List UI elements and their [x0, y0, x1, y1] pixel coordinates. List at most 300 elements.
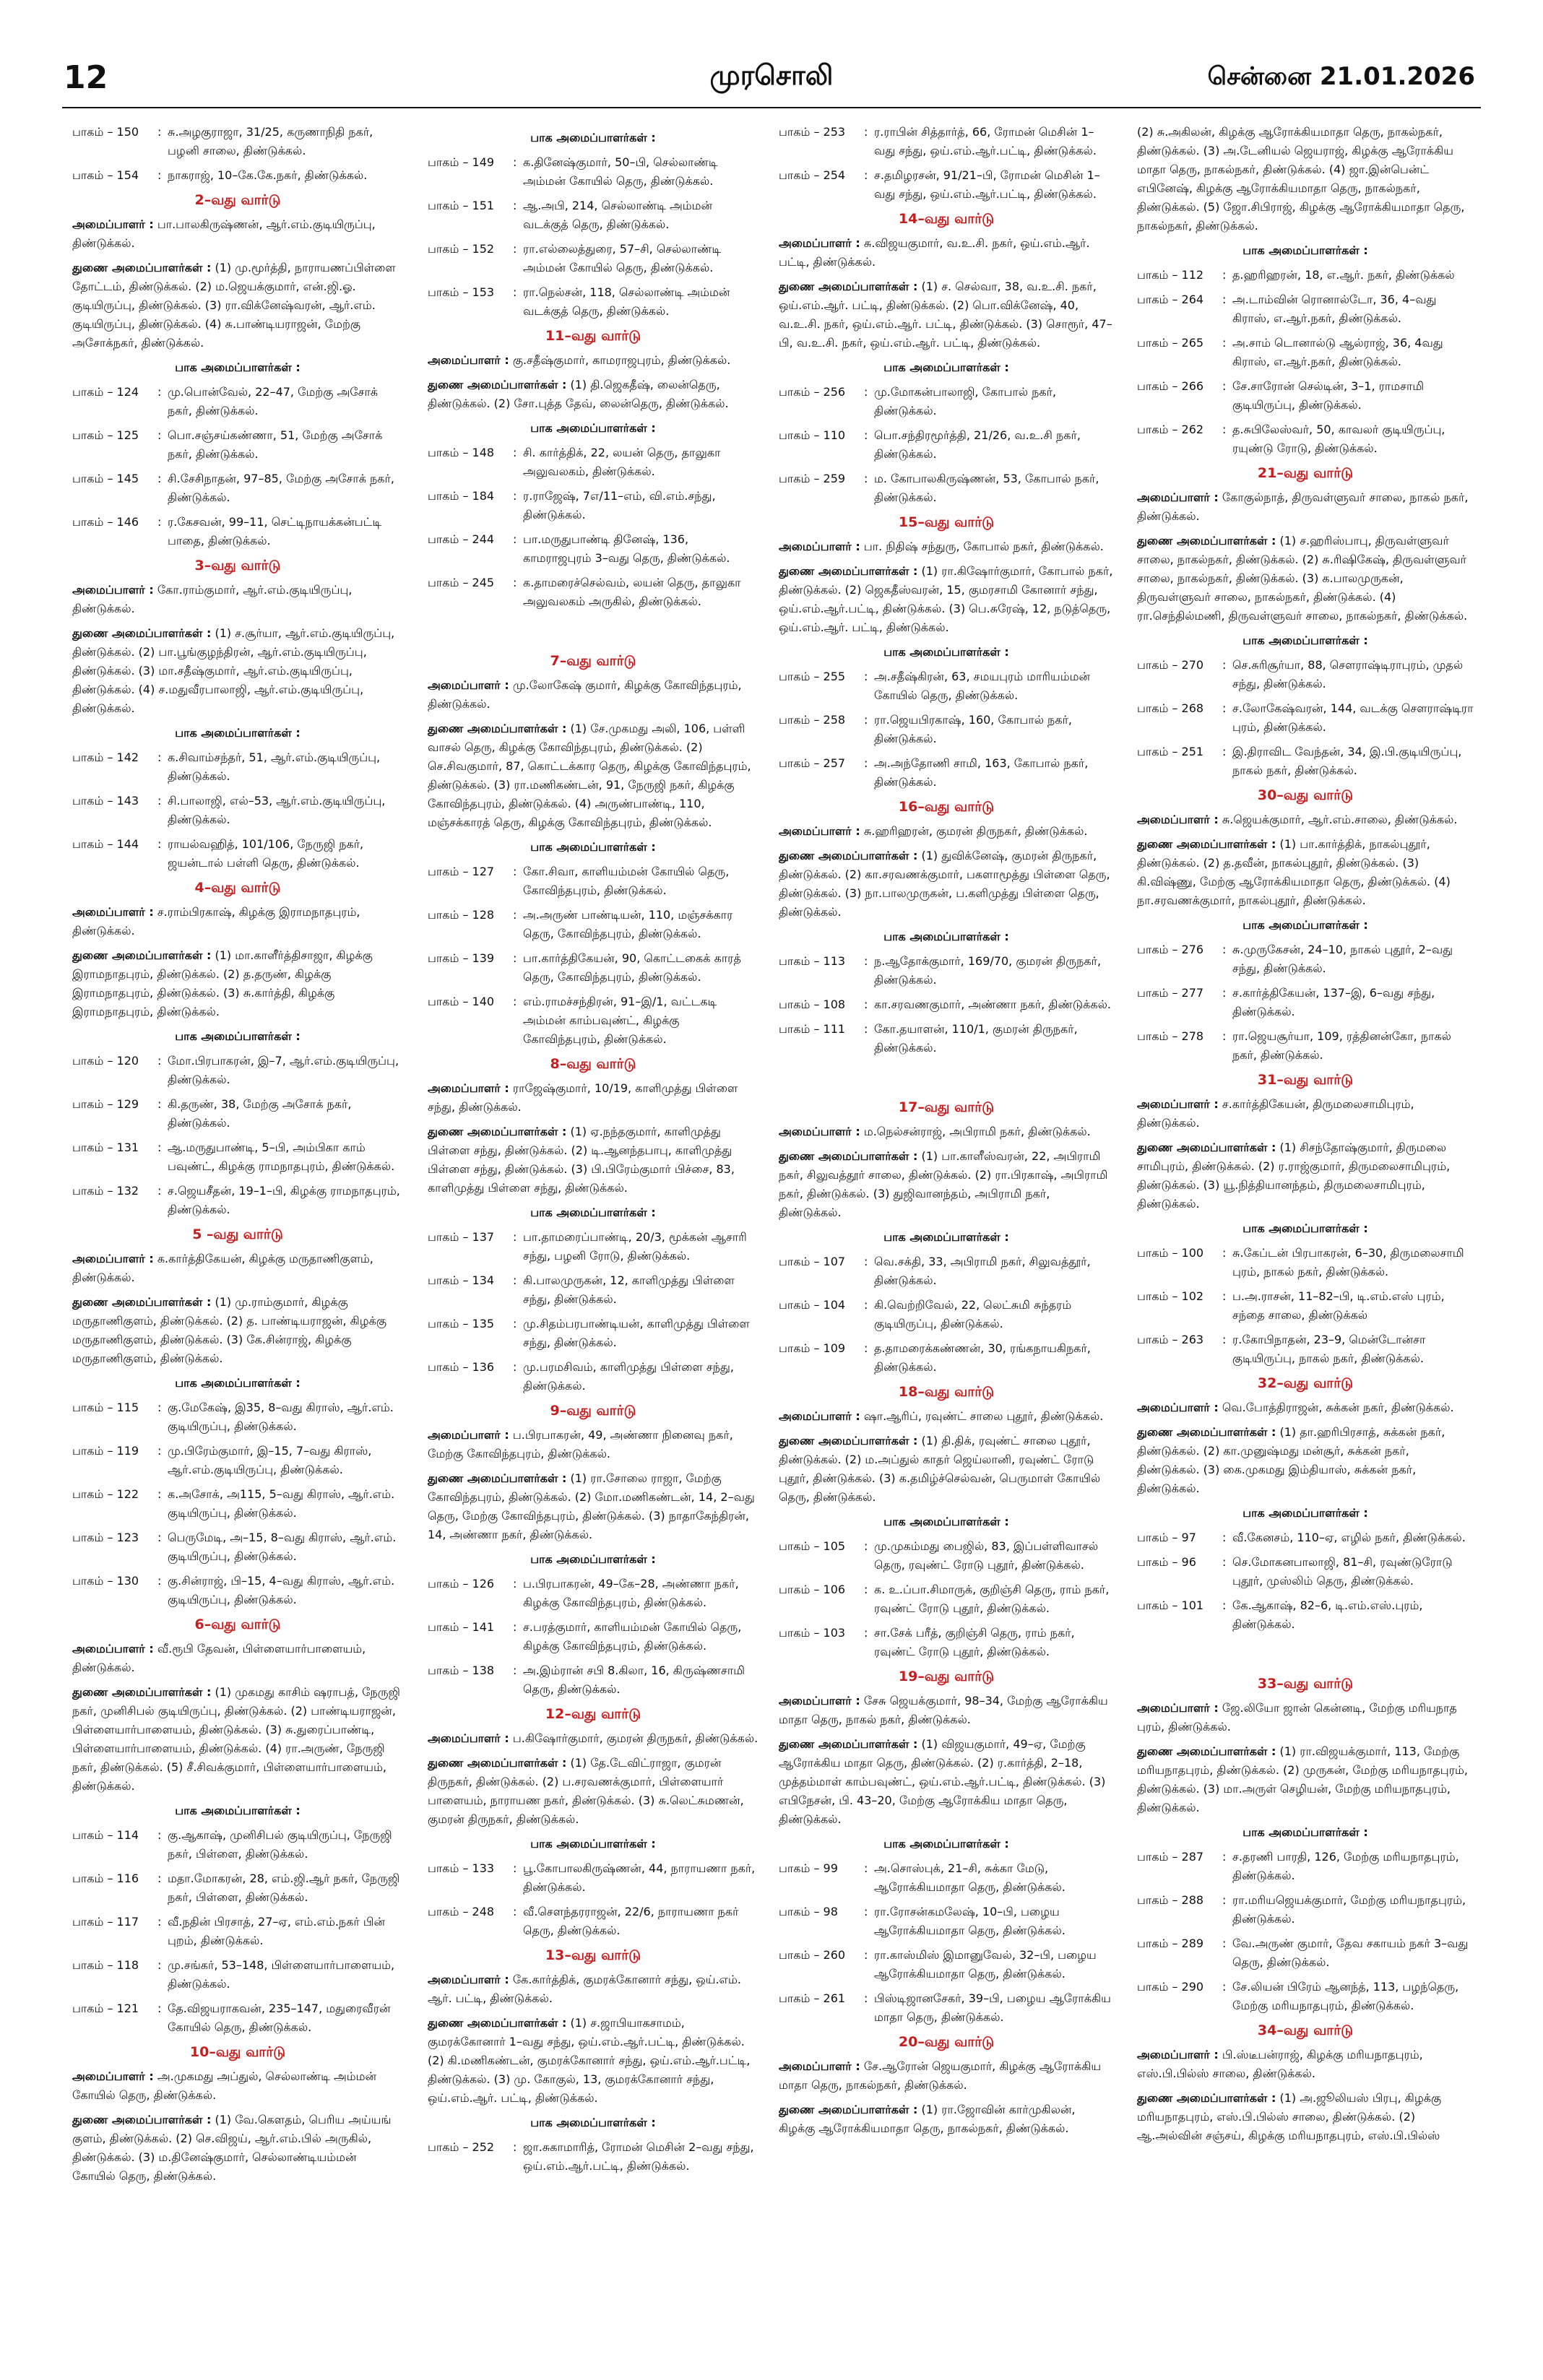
organiser-text: கே.கார்த்திக், குமரக்கோனார் சந்து, ஒய்.எம். ஆர். பட்டி, திண்டுக்கல். [428, 1973, 741, 2005]
booth-organiser: அ.சாம் டொனால்டு ஆல்ராஜ், 36, 4வது கிராஸ், எ.ஆர்.நகர், திண்டுக்கல். [1232, 336, 1443, 368]
booth-organiser: ச.பரத்குமார், காளியம்மன் கோயில் தெரு, கிழக்கு கோவிந்தபுரம், திண்டுக்கல். [523, 1620, 742, 1653]
booth-number: பாகம் – 153 [428, 285, 495, 299]
organiser-text: (1) ரா.விஜயக்குமார், 113, மேற்கு மரியநாதபுரம், திண்டுக்கல். (2) முருகன், மேற்கு மரியநாதபுரம், திண்டுக்கல். (3) மா.அருள் செழியன், மேற்கு மரியநாதபுரம், திண்டுக்கல். [1137, 1744, 1468, 1814]
column-3 [779, 123, 1114, 2144]
role-label: அமைப்பாளர் : [779, 2059, 860, 2073]
organiser-paragraph [428, 719, 758, 832]
booth-organiser: க.தினேஷ்குமார், 50–பி, செல்லாண்டி அம்மன் கோயில் தெரு, திண்டுக்கல். [523, 155, 718, 188]
separator: : [1222, 268, 1227, 282]
separator: : [864, 1255, 868, 1268]
separator: : [864, 1991, 868, 2005]
organiser-text: சே.ஆரோன் ஜெயகுமார், கிழக்கு ஆரோக்கிய மாதா தெரு, நாகல்நகர், திண்டுக்கல். [779, 2059, 1102, 2092]
role-label: அமைப்பாளர் : [428, 1731, 509, 1745]
separator: : [864, 1861, 868, 1875]
organiser-paragraph [1137, 1398, 1474, 1417]
booth-entry [779, 1537, 1114, 1575]
role-label: அமைப்பாளர் : [72, 2069, 154, 2083]
booth-organisers-heading: பாக அமைப்பாளர்கள் : [883, 1515, 1009, 1528]
organiser-paragraph [72, 1683, 403, 1796]
organiser-text: வெ.போத்திராஜன், சுக்கன் நகர், திண்டுக்கல். [1218, 1401, 1454, 1414]
organiser-paragraph [1137, 1138, 1474, 1213]
booth-number: பாகம் – 144 [72, 837, 139, 851]
booth-entry [779, 995, 1114, 1014]
booth-organiser: கி.பாலமுருகன், 12, காளிமுத்து பிள்ளை சந்து, திண்டுக்கல். [523, 1273, 735, 1306]
booth-organiser: பா.கார்த்திகேயன், 90, கொட்டகைக் காரத் தெரு, கோவிந்தபுரம், திண்டுக்கல். [523, 951, 741, 984]
booth-entry [428, 153, 758, 191]
ward-heading: 20–வது வார்டு [898, 2034, 995, 2050]
booth-organiser: ர.ராஜேஷ், 7எ/11–எம், வி.எம்.சந்து, திண்டுக்கல். [523, 489, 716, 522]
organiser-paragraph [1137, 1095, 1474, 1133]
booth-number: பாகம் – 150 [72, 125, 139, 139]
role-label: துணை அமைப்பாளர்கள் : [428, 2016, 567, 2030]
booth-number: பாகம் – 136 [428, 1360, 495, 1374]
separator: : [864, 1583, 868, 1596]
ward-heading: 34–வது வார்டு [1257, 2022, 1354, 2038]
separator: : [157, 125, 162, 139]
organiser-text: (1) மு.ராம்குமார், கிழக்கு மருதாணிகுளம், திண்டுக்கல். (2) த. பாண்டியராஜன், கிழக்கு மருதாணிகுளம், திண்டுக்கல். (3) கே.சின்ராஜ், கிழக்கு மருதாணிகுளம், திண்டுக்கல். [72, 1295, 386, 1365]
role-label: துணை அமைப்பாளர்கள் : [779, 1737, 918, 1751]
booth-number: பாகம் – 287 [1137, 1850, 1204, 1864]
booth-number: பாகம் – 106 [779, 1583, 846, 1596]
booth-number: பாகம் – 126 [428, 1577, 495, 1591]
booth-organisers-heading: பாக அமைப்பாளர்கள் : [530, 131, 656, 144]
booth-entry [428, 1315, 758, 1352]
separator: : [864, 168, 868, 182]
booth-entry [1137, 334, 1474, 371]
booth-entry [779, 711, 1114, 748]
ward-heading: 6–வது வார்டு [194, 1617, 281, 1632]
role-label: துணை அமைப்பாளர்கள் : [428, 1471, 567, 1485]
organiser-paragraph [428, 1079, 758, 1117]
booth-number: பாகம் – 122 [72, 1487, 139, 1501]
booth-number: பாகம் – 124 [72, 385, 139, 399]
booth-number: பாகம் – 107 [779, 1255, 846, 1268]
separator: : [513, 865, 517, 878]
organiser-paragraph [1137, 2089, 1474, 2145]
booth-number: பாகம் – 108 [779, 998, 846, 1011]
organiser-paragraph [428, 1729, 758, 1748]
booth-number: பாகம் – 290 [1137, 1980, 1204, 1994]
role-label: துணை அமைப்பாளர்கள் : [1137, 1425, 1276, 1439]
booth-organiser: ஜா.சுகாமாரித், ரோமன் மெசின் 2–வது சந்து, ஒய்.எம்.ஆர்.பட்டி, திண்டுக்கல். [523, 2140, 754, 2173]
booth-entry [1137, 266, 1474, 285]
role-label: துணை அமைப்பாளர்கள் : [779, 280, 918, 293]
column-4 [1137, 123, 1474, 2151]
ward-heading: 5 –வது வார்டு [192, 1226, 283, 1242]
booth-organiser: சே.சாரோன் செல்டின், 3–1, ராமசாமி குடியிருப்பு, திண்டுக்கல். [1232, 379, 1425, 412]
organiser-paragraph [428, 1970, 758, 2008]
organiser-paragraph [72, 259, 403, 352]
organiser-text: (1) மு.மூர்த்தி, நாராயணப்பிள்ளை தோட்டம், திண்டுக்கல். (2) ம.ஜெயக்குமார், என்.ஜி.ஓ. குடியிருப்பு, திண்டுக்கல். (3) ரா.விக்னேஷ்வரன், ஆர்.எம். குடியிருப்பு, திண்டுக்கல். (4) சு.பாண்டியராஜன், மேற்கு அசோக்நகர், திண்டுக்கல். [72, 261, 396, 350]
booth-number: பாகம் – 114 [72, 1828, 139, 1842]
booth-number: பாகம் – 278 [1137, 1029, 1204, 1043]
booth-organiser: ரா.காஸ்மிஸ் இமானுவேல், 32–பி, பழைய ஆரோக்கியமாதா தெரு, திண்டுக்கல். [874, 1948, 1097, 1981]
booth-number: பாகம் – 140 [428, 995, 495, 1008]
masthead: முரசொலி [709, 59, 834, 91]
booth-organiser: மு.முகம்மது பைஜில், 83, இப்பள்ளிவாசல் தெரு, ரவுண்ட் ரோடு புதூர், திண்டுக்கல். [874, 1539, 1099, 1572]
booth-organiser: எம்.ராமச்சந்திரன், 91–இ/1, வட்டகடி அம்மன் காம்பவுண்ட், கிழக்கு கோவிந்தபுரம், திண்டுக்கல். [523, 995, 717, 1046]
booth-organiser: ராயல்வஹித், 101/106, நேருஜி நகர், ஜயன்டால் பள்ளி தெரு, திண்டுக்கல். [168, 837, 364, 870]
separator: : [864, 1539, 868, 1553]
booth-number: பாகம் – 255 [779, 670, 846, 683]
booth-entry [428, 992, 758, 1049]
booth-number: பாகம் – 123 [72, 1531, 139, 1544]
booth-organiser: த.தாமரைக்கண்ணன், 30, ரங்கநாயகிநகர், திண்டுக்கல். [874, 1341, 1091, 1374]
organiser-paragraph [428, 376, 758, 413]
ward-heading: 21–வது வார்டு [1257, 465, 1354, 481]
booth-entry [428, 487, 758, 524]
booth-number: பாகம் – 277 [1137, 986, 1204, 1000]
booth-organisers-heading: பாக அமைப்பாளர்கள் : [1242, 633, 1368, 647]
booth-number: பாகம் – 244 [428, 532, 495, 546]
booth-organiser: ர.ராபின் சித்தார்த், 66, ரோமன் மெசின் 1–வது சந்து, ஒய்.எம்.ஆர்.பட்டி, திண்டுக்கல். [874, 125, 1097, 157]
booth-number: பாகம் – 132 [72, 1184, 139, 1198]
booth-organiser: மு.பிரேம்குமார், இ–15, 7–வது கிராஸ், ஆர்.எம்.குடியிருப்பு, திண்டுக்கல். [168, 1444, 372, 1476]
separator: : [1222, 1937, 1227, 1950]
booth-number: பாகம் – 245 [428, 576, 495, 589]
organiser-text: (1) வே.கௌதம், பெரிய அய்யங் குளம், திண்டுக்கல். (2) செ.விஜய், ஆர்.எம்.பில் அருகில், திண்டுக்கல். (3) ம.தினேஷ்குமார், செல்லாண்டியம்மன் கோயில் தெரு, திண்டுக்கல். [72, 2113, 392, 2183]
ward-heading: 32–வது வார்டு [1257, 1375, 1354, 1391]
role-label: துணை அமைப்பாளர்கள் : [1137, 1141, 1276, 1154]
booth-entry [72, 166, 403, 185]
role-label: துணை அமைப்பாளர்கள் : [72, 2113, 212, 2126]
organiser-paragraph [428, 1122, 758, 1198]
separator: : [1222, 336, 1227, 350]
booth-organiser: அ.இம்ரான் சபி 8.கிலா, 16, கிருஷ்ணசாமி தெரு, திண்டுக்கல். [523, 1663, 745, 1696]
organiser-paragraph [1137, 835, 1474, 910]
role-label: அமைப்பாளர் : [72, 1252, 154, 1265]
dateline: சென்னை 21.01.2026 [1207, 62, 1475, 91]
booth-organiser: கி.தருண், 38, மேற்கு அசோக் நகர், திண்டுக்கல். [168, 1097, 352, 1130]
booth-entry [779, 667, 1114, 705]
booth-organisers-heading: பாக அமைப்பாளர்கள் : [175, 1029, 301, 1043]
organiser-text: பா.பாலகிருஷ்ணன், ஆர்.எம்.குடியிருப்பு, திண்டுக்கல். [72, 217, 376, 250]
booth-number: பாகம் – 131 [72, 1141, 139, 1154]
organiser-paragraph [779, 537, 1114, 556]
booth-organiser: கு.ஆகாஷ், முனிசிபல் குடியிருப்பு, நேருஜி நகர், பிள்ளை, திண்டுக்கல். [168, 1828, 392, 1861]
organiser-text: (1) ரா.ஜோவின் கார்முகிலன், கிழக்கு ஆரோக்கியமாதா தெரு, நாகல்நகர், திண்டுக்கல். [779, 2103, 1076, 2135]
booth-number: பாகம் – 101 [1137, 1598, 1204, 1612]
role-label: துணை அமைப்பாளர்கள் : [779, 849, 918, 862]
organiser-text: பா. நிதிஷ் சந்துரு, கோபால் நகர், திண்டுக்கல். [860, 540, 1104, 553]
separator: : [513, 1905, 517, 1918]
booth-number: பாகம் – 270 [1137, 658, 1204, 672]
organiser-paragraph [1137, 123, 1474, 235]
role-label: துணை அமைப்பாளர்கள் : [1137, 2091, 1276, 2105]
booth-organiser: சி. கார்த்திக், 22, லயன் தெரு, தாலுகா அலுவலகம், திண்டுக்கல். [523, 446, 721, 478]
separator: : [1222, 1029, 1227, 1043]
organiser-text: (1) பா.கார்த்திக், நாகல்புதூர், திண்டுக்கல். (2) த.தவீன், நாகல்புதூர், திண்டுக்கல். (3) கி.விஷ்ணு, மேற்கு ஆரோக்கியமாதா தெரு, திண்டுக்கல். (4) நா.சரவணக்குமார், நாகல்புதூர், திண்டுக்கல். [1137, 837, 1451, 907]
booth-number: பாகம் – 110 [779, 428, 846, 442]
separator: : [513, 1317, 517, 1330]
ward-heading: 17–வது வார்டு [898, 1099, 995, 1115]
booth-entry [428, 862, 758, 900]
organiser-text: அ.முகமது அப்துல், செல்லாண்டி அம்மன் கோயில் தெரு, திண்டுக்கல். [72, 2069, 376, 2102]
booth-number: பாகம் – 288 [1137, 1893, 1204, 1907]
organiser-text: சு.விஜயகுமார், வ.உ.சி. நகர், ஒய்.எம்.ஆர். பட்டி, திண்டுக்கல். [779, 236, 1090, 269]
booth-organiser: ம. கோபாலகிருஷ்ணன், 53, கோபால் நகர், திண்டுக்கல். [874, 472, 1099, 504]
organiser-text: (1) ச.ஹரிஸ்பாபு, திருவள்ளுவர் சாலை, நாகல்நகர், திண்டுக்கல். (2) சு.ரிஷிகேஷ், திருவள்ளுவர் சாலை, நாகல்நகர், திண்டுக்கல். (3) க.பாலமுருகன், திருவள்ளுவர் சாலை, நாகல்நகர், திண்டுக்கல். (4) ரா.செந்தில்மணி, திருவள்ளுவர் சாலை, நாகல்நகர், திண்டுக்கல். [1137, 534, 1468, 623]
booth-number: பாகம் – 262 [1137, 423, 1204, 436]
booth-organisers-heading: பாக அமைப்பாளர்கள் : [883, 645, 1009, 659]
role-label: துணை அமைப்பாளர்கள் : [779, 2103, 918, 2116]
organiser-paragraph [72, 215, 403, 253]
booth-entry [1137, 743, 1474, 780]
booth-number: பாகம் – 149 [428, 155, 495, 169]
booth-entry [428, 1903, 758, 1940]
role-label: அமைப்பாளர் : [1137, 1097, 1219, 1111]
separator: : [1222, 1850, 1227, 1864]
booth-entry [72, 1398, 403, 1436]
organiser-text: (1) ச. செல்வா, 38, வ.உ.சி. நகர், ஒய்.எம்.ஆர். பட்டி, திண்டுக்கல். (2) பொ.விக்னேஷ், 40, வ.உ.சி. நகர், ஒய்.எம்.ஆர். பட்டி, திண்டுக்கல். (3) சொரூர், 47–பி, வ.உ.சி. நகர், ஒய்.எம்.ஆர். பட்டி, திண்டுக்கல். [779, 280, 1112, 350]
separator: : [864, 472, 868, 485]
booth-entry [779, 1989, 1114, 2027]
booth-number: பாகம் – 125 [72, 428, 139, 442]
booth-organiser: பொ.சஞ்சய்கண்ணா, 51, மேற்கு அசோக் நகர், திண்டுக்கல். [168, 428, 383, 461]
booth-organiser: பிஸ்டிஜானசேகர், 39–பி, பழைய ஆரோக்கிய மாதா தெரு, திண்டுக்கல். [874, 1991, 1111, 2024]
organiser-paragraph [1137, 810, 1474, 829]
booth-entry [428, 1358, 758, 1395]
separator: : [157, 794, 162, 808]
organiser-paragraph [779, 1692, 1114, 1729]
organiser-text: (1) ரா.கிஷோர்குமார், கோபால் நகர், திண்டுக்கல். (2) ஜெகதீஸ்வரன், 15, குமரசாமி கோனார் சந்து, ஒய்.எம்.ஆர்.பட்டி, திண்டுக்கல். (3) பெ.சுரேஷ், 12, நடுத்தெரு, ஒய்.எம்.ஆர். பட்டி, திண்டுக்கல். [779, 564, 1113, 634]
booth-organiser: ரா.ஜெயபிரகாஷ், 160, கோபால் நகர், திண்டுக்கல். [874, 713, 1072, 745]
booth-number: பாகம் – 257 [779, 756, 846, 770]
booth-number: பாகம் – 154 [72, 168, 139, 182]
booth-number: பாகம் – 259 [779, 472, 846, 485]
ward-heading: 3–வது வார்டு [194, 558, 281, 574]
separator: : [157, 837, 162, 851]
booth-entry [428, 906, 758, 943]
role-label: அமைப்பாளர் : [428, 1081, 509, 1095]
booth-organiser: அ.டாம்வின் ரொனால்டோ, 36, 4–வது கிராஸ், எ.ஆர்.நகர், திண்டுக்கல். [1232, 293, 1437, 325]
organiser-paragraph [779, 277, 1114, 352]
booth-number: பாகம் – 252 [428, 2140, 495, 2154]
role-label: அமைப்பாளர் : [428, 1973, 509, 1986]
booth-organiser: மதா.மோகரன், 28, எம்.ஜி.ஆர் நகர், நேருஜி நகர், பிள்ளை, திண்டுக்கல். [168, 1871, 400, 1904]
booth-number: பாகம் – 105 [779, 1539, 846, 1553]
separator: : [864, 1626, 868, 1640]
separator: : [157, 1184, 162, 1198]
ward-heading: 18–வது வார்டு [898, 1384, 995, 1400]
booth-number: பாகம் – 97 [1137, 1531, 1196, 1544]
booth-number: பாகம் – 276 [1137, 943, 1204, 956]
separator: : [157, 472, 162, 485]
ward-heading: 13–வது வார்டு [545, 1947, 641, 1963]
role-label: துணை அமைப்பாளர்கள் : [779, 1434, 918, 1448]
organiser-paragraph [779, 2100, 1114, 2138]
separator: : [1222, 1555, 1227, 1569]
booth-organiser: பா.மருதுபாண்டி தினேஷ், 136, காமராஜபுரம் 3–வது தெரு, திண்டுக்கல். [523, 532, 730, 565]
organiser-text: ஜே.லியோ ஜான் கென்னடி, மேற்கு மரியநாத புரம், திண்டுக்கல். [1137, 1701, 1457, 1734]
booth-organiser: ச.தரணி பாரதி, 126, மேற்கு மரியநாதபுரம், திண்டுக்கல். [1232, 1850, 1459, 1882]
separator: : [513, 951, 517, 965]
booth-number: பாகம் – 253 [779, 125, 846, 139]
booth-number: பாகம் – 139 [428, 951, 495, 965]
booth-organiser: ரா.நெல்சன், 118, செல்லாண்டி அம்மன் வடக்குத் தெரு, திண்டுக்கல். [523, 285, 730, 318]
booth-entry [1137, 1553, 1474, 1591]
role-label: துணை அமைப்பாளர்கள் : [779, 1149, 918, 1163]
booth-number: பாகம் – 119 [72, 1444, 139, 1458]
booth-entry [1137, 1848, 1474, 1885]
booth-number: பாகம் – 111 [779, 1022, 846, 1036]
organiser-text: (1) ச.ஜாபியாகசாமம், குமரக்கோனார் 1–வது சந்து, ஒய்.எம்.ஆர்.பட்டி, திண்டுக்கல். (2) கி.மணிகண்டன், குமரக்கோனார் சந்து, ஒய்.எம்.ஆர்.பட்டி, திண்டுக்கல். (3) மு. கோகுல், 13, குமரக்கோனார் சந்து, ஒய்.எம்.ஆர். பட்டி, திண்டுக்கல். [428, 2016, 751, 2105]
booth-entry [72, 748, 403, 786]
organiser-text: கு.சதீஷ்குமார், காமராஜபுரம், திண்டுக்கல். [509, 353, 731, 367]
role-label: துணை அமைப்பாளர்கள் : [779, 564, 918, 578]
separator: : [157, 515, 162, 529]
organiser-text: ச.ராம்பிரகாஷ், கிழக்கு இராமநாதபுரம், திண்டுக்கல். [72, 905, 360, 938]
booth-entry [779, 1903, 1114, 1940]
booth-organiser: ச.கார்த்திகேயன், 137–இ, 6–வது சந்து, திண்டுக்கல். [1232, 986, 1435, 1018]
separator: : [1222, 943, 1227, 956]
separator: : [157, 385, 162, 399]
booth-entry [428, 1661, 758, 1699]
role-label: துணை அமைப்பாளர்கள் : [72, 626, 212, 640]
separator: : [864, 998, 868, 1011]
booth-organiser: பொ.சந்திரமூர்த்தி, 21/26, வ.உ.சி நகர், திண்டுக்கல். [874, 428, 1081, 461]
booth-entry [72, 1528, 403, 1566]
booth-entry [428, 949, 758, 987]
booth-organisers-heading: பாக அமைப்பாளர்கள் : [175, 360, 301, 374]
booth-organisers-heading: பாக அமைப்பாளர்கள் : [883, 360, 1009, 374]
booth-organiser: சு.அழகுராஜா, 31/25, கருணாநிதி நகர், பழனி சாலை, திண்டுக்கல். [168, 125, 373, 157]
booth-organiser: ஆ.அபி, 214, செல்லாண்டி அம்மன் வடக்குத் தெரு, திண்டுக்கல். [523, 199, 713, 231]
booth-organiser: இ.திராவிட வேந்தன், 34, இ.பி.குடியிருப்பு, நாகல் நகர், திண்டுக்கல். [1232, 745, 1462, 777]
separator: : [864, 756, 868, 770]
booth-number: பாகம் – 134 [428, 1273, 495, 1287]
separator: : [513, 1577, 517, 1591]
separator: : [864, 428, 868, 442]
booth-number: பாகம் – 141 [428, 1620, 495, 1634]
booth-organiser: கோ.தயாளன், 110/1, குமரன் திருநகர், திண்டுக்கல். [874, 1022, 1078, 1055]
organiser-text: (1) விஜயகுமார், 49–ஏ, மேற்கு ஆரோக்கிய மாதா தெரு, திண்டுக்கல். (2) ர.கார்த்தி, 2–18, முத்தம்மாள் காம்பவுண்ட், ஒய்.எம்.ஆர்.பட்டி, திண்டுக்கல். (3) எபிநேசன், பி. 43–20, மேற்கு ஆரோக்கிய மாதா தெரு, திண்டுக்கல். [779, 1737, 1106, 1826]
booth-organiser: ச.தமிழரசன், 91/21–பி, ரோமன் மெசின் 1–வது சந்து, ஒய்.எம்.ஆர்.பட்டி, திண்டுக்கல். [874, 168, 1100, 201]
separator: : [864, 125, 868, 139]
role-label: அமைப்பாளர் : [779, 824, 860, 838]
organiser-text: (1) அ.ஜூலியஸ் பிரபு, கிழக்கு மரியநாதபுரம், எஸ்.பி.பில்ஸ் சாலை, திண்டுக்கல். (2) ஆ.அல்வின் சஞ்சய், கிழக்கு மரியநாதபுரம், எஸ்.பி.பில்ஸ் [1137, 2091, 1442, 2142]
booth-number: பாகம் – 248 [428, 1905, 495, 1918]
booth-entry [1137, 1978, 1474, 2015]
booth-organiser: ரா.ரோசன்கமலேஷ், 10–பி, பழைய ஆரோக்கியமாதா தெரு, திண்டுக்கல். [874, 1905, 1066, 1937]
separator: : [513, 1273, 517, 1287]
booth-entry [779, 754, 1114, 792]
booth-number: பாகம் – 112 [1137, 268, 1204, 282]
booth-entry [72, 1095, 403, 1133]
booth-entry [779, 123, 1114, 160]
separator: : [1222, 1531, 1227, 1544]
booth-entry [428, 1271, 758, 1309]
organiser-paragraph [779, 2057, 1114, 2095]
separator: : [864, 1948, 868, 1962]
booth-organiser: கு.மேகேஷ், இ35, 8–வது கிராஸ், ஆர்.எம். குடியிருப்பு, திண்டுக்கல். [168, 1401, 394, 1433]
column-gap [779, 1063, 1114, 1092]
role-label: அமைப்பாளர் : [428, 353, 509, 367]
separator: : [864, 670, 868, 683]
booth-organiser: சி.பாலாஜி, எல்–53, ஆர்.எம்.குடியிருப்பு, திண்டுக்கல். [168, 794, 386, 826]
booth-organiser: ரா.எல்லைத்துரை, 57–சி, செல்லாண்டி அம்மன் கோயில் தெரு, திண்டுக்கல். [523, 242, 722, 274]
separator: : [513, 1620, 517, 1634]
booth-organisers-heading: பாக அமைப்பாளர்கள் : [175, 1804, 301, 1817]
organiser-text: (1) சிசந்தோஷ்குமார், திருமலை சாமிபுரம், திண்டுக்கல். (2) ர.ராஜ்குமார், திருமலைசாமிபுரம், திண்டுக்கல். (3) யூ.நித்தியானந்தம், திருமலைசாமிபுரம், திண்டுக்கல். [1137, 1141, 1451, 1211]
booth-entry [428, 1859, 758, 1897]
role-label: துணை அமைப்பாளர்கள் : [1137, 534, 1276, 548]
role-label: துணை அமைப்பாளர்கள் : [1137, 1744, 1276, 1758]
booth-organisers-heading: பாக அமைப்பாளர்கள் : [530, 1552, 656, 1566]
separator: : [1222, 745, 1227, 758]
role-label: அமைப்பாளர் : [1137, 1401, 1219, 1414]
separator: : [1222, 986, 1227, 1000]
separator: : [157, 750, 162, 764]
role-label: துணை அமைப்பாளர்கள் : [72, 1685, 212, 1699]
booth-organiser: வே.அருண் குமார், தேவ சகாயம் நகர் 3–வது தெரு, திண்டுக்கல். [1232, 1937, 1469, 1969]
booth-organisers-heading: பாக அமைப்பாளர்கள் : [1242, 918, 1368, 932]
ward-heading: 10–வது வார்டு [189, 2044, 286, 2060]
booth-organisers-heading: பாக அமைப்பாளர்கள் : [530, 1206, 656, 1219]
role-label: அமைப்பாளர் : [428, 678, 509, 692]
booth-entry [779, 1296, 1114, 1333]
ward-heading: 15–வது வார்டு [898, 514, 995, 530]
organiser-text: சேசு ஜெயக்குமார், 98–34, மேற்கு ஆரோக்கிய மாதா தெரு, நாகல் நகர், திண்டுக்கல். [779, 1694, 1108, 1726]
organiser-paragraph [72, 581, 403, 618]
booth-entry [1137, 1934, 1474, 1972]
role-label: அமைப்பாளர் : [779, 236, 860, 250]
separator: : [513, 242, 517, 256]
ward-heading: 30–வது வார்டு [1257, 787, 1354, 803]
booth-entry [779, 469, 1114, 507]
booth-entry [72, 1999, 403, 2037]
separator: : [513, 1230, 517, 1244]
role-label: அமைப்பாளர் : [1137, 1701, 1219, 1715]
ward-heading: 33–வது வார்டு [1257, 1676, 1354, 1692]
booth-organiser: க. உ.ப்பா.சிமாருக், குறிஞ்சி தெரு, ராம் நகர், ரவுண்ட் ரோடு புதூர், திண்டுக்கல். [874, 1583, 1110, 1615]
booth-entry [428, 2138, 758, 2176]
booth-entry [428, 283, 758, 321]
booth-entry [72, 513, 403, 550]
separator: : [513, 2140, 517, 2154]
booth-number: பாகம் – 117 [72, 1915, 139, 1929]
separator: : [513, 532, 517, 546]
booth-entry [428, 1228, 758, 1265]
role-label: அமைப்பாளர் : [779, 540, 860, 553]
organiser-text: (1) மா.காளீர்த்திசாஜா, கிழக்கு இராமநாதபுரம், திண்டுக்கல். (2) த.தருண், கிழக்கு இராமநாதபுரம், திண்டுக்கல். (3) சு.கார்த்தி, கிழக்கு இராமநாதபுரம், திண்டுக்கல். [72, 948, 373, 1018]
booth-entry [72, 1182, 403, 1219]
organiser-paragraph [428, 676, 758, 714]
booth-number: பாகம் – 128 [428, 908, 495, 922]
booth-number: பாகம் – 258 [779, 713, 846, 727]
organiser-paragraph [72, 2111, 403, 2186]
separator: : [157, 1828, 162, 1842]
booth-organiser: ர.கேசவன், 99–11, செட்டிநாயக்கன்பட்டி பாதை, திண்டுக்கல். [168, 515, 382, 548]
separator: : [513, 285, 517, 299]
booth-entry [1137, 1891, 1474, 1929]
role-label: அமைப்பாளர் : [72, 583, 154, 597]
booth-entry [72, 835, 403, 873]
booth-number: பாகம் – 151 [428, 199, 495, 212]
separator: : [513, 446, 517, 459]
separator: : [157, 168, 162, 182]
booth-number: பாகம் – 143 [72, 794, 139, 808]
role-label: அமைப்பாளர் : [72, 1642, 154, 1656]
organiser-paragraph [1137, 1742, 1474, 1817]
organiser-text: (1) துவிக்னேஷ், குமரன் திருநகர், திண்டுக்கல். (2) கா.சரவணக்குமார், பகளாமூத்து பிள்ளை தெரு, திண்டுக்கல். (3) நா.பாலமுருகன், ப.களிமுத்து பிள்ளை தெரு, திண்டுக்கல். [779, 849, 1110, 919]
booth-entry [72, 1572, 403, 1609]
booth-number: பாகம் – 116 [72, 1871, 139, 1885]
column-1 [72, 123, 403, 2191]
booth-entry [1137, 1528, 1474, 1547]
ward-heading: 14–வது வார்டு [898, 211, 995, 227]
separator: : [157, 1915, 162, 1929]
